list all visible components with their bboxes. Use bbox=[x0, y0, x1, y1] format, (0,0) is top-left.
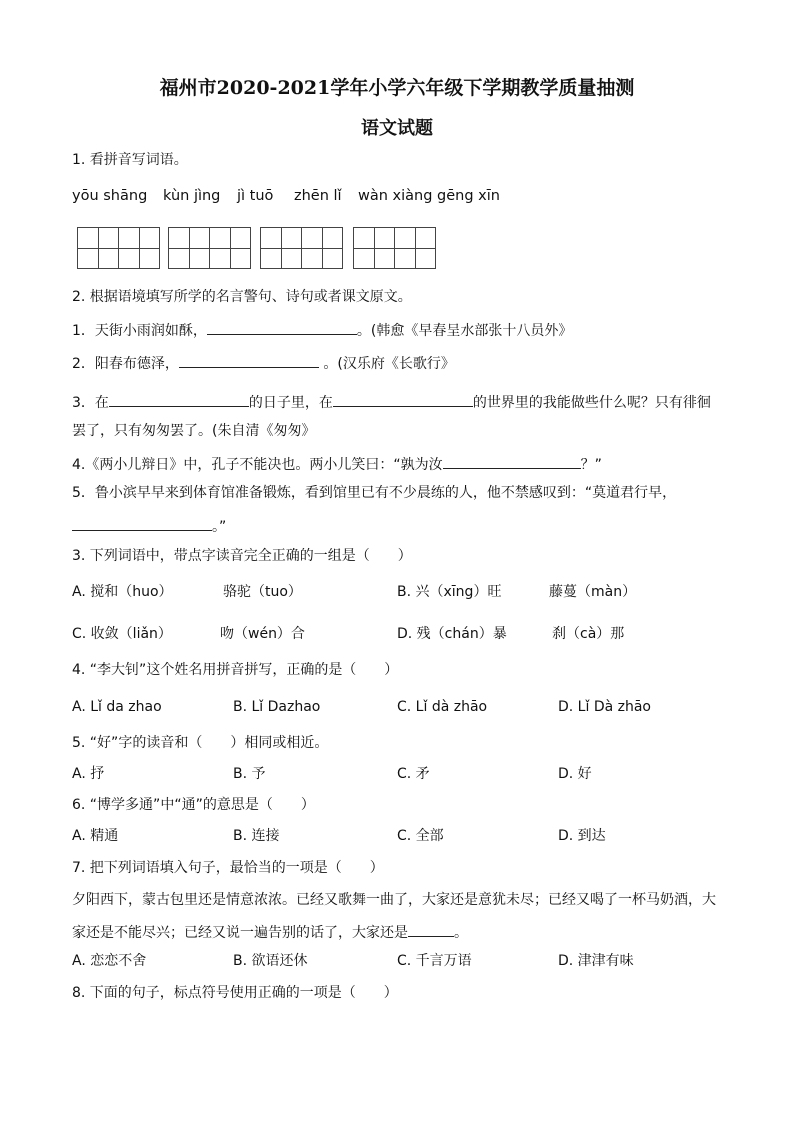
question-7-stem: 7. 把下列词语填入句子，最恰当的一项是（ ） bbox=[72, 860, 384, 876]
page-subtitle: 语文试题 bbox=[361, 118, 433, 139]
grid-cell[interactable] bbox=[301, 227, 343, 269]
sentence-text: 1．天街小雨润如酥， bbox=[72, 323, 207, 339]
option-d-word-2: 刹（cà）那 bbox=[552, 626, 625, 642]
option-d[interactable]: D. 到达 bbox=[558, 828, 606, 844]
question-7-passage-line-1: 夕阳西下，蒙古包里还是情意浓浓。已经又歌舞一曲了，大家还是意犹未尽；已经又喝了一杯马奶酒，大 bbox=[72, 892, 716, 908]
page-title: 福州市2020-2021学年小学六年级下学期教学质量抽测 bbox=[159, 77, 635, 99]
fill-sentence-4 bbox=[72, 454, 602, 473]
fill-sentence-3-cont: 罢了，只有匆匆罢了。(朱自清《匆匆》 bbox=[72, 423, 316, 439]
option-d[interactable]: D. 好 bbox=[558, 766, 592, 782]
question-7-passage-line-2 bbox=[72, 922, 468, 941]
option-a-word-2: 骆驼（tuo） bbox=[223, 584, 302, 600]
question-6-stem: 6. “博学多通”中“通”的意思是（ ） bbox=[72, 797, 315, 813]
option-d[interactable]: D. 津津有味 bbox=[558, 953, 634, 969]
pinyin-2: kùn jìng bbox=[163, 188, 221, 204]
grid-cell[interactable] bbox=[394, 227, 436, 269]
option-d[interactable]: D. Lǐ Dà zhāo bbox=[558, 699, 651, 715]
sentence-text: 。 bbox=[454, 925, 468, 941]
option-c[interactable]: C. 矛 bbox=[397, 766, 430, 782]
option-a[interactable]: A. Lǐ da zhao bbox=[72, 699, 162, 715]
option-a[interactable]: A. 恋恋不舍 bbox=[72, 953, 147, 969]
grid-cell[interactable] bbox=[168, 227, 210, 269]
pinyin-4: zhēn lǐ bbox=[294, 188, 342, 204]
grid-cell[interactable] bbox=[118, 227, 160, 269]
grid-cell[interactable] bbox=[209, 227, 251, 269]
sentence-text: 的日子里，在 bbox=[248, 395, 333, 411]
option-b[interactable]: B. 予 bbox=[233, 766, 266, 782]
question-2-stem: 2. 根据语境填写所学的名言警句、诗句或者课文原文。 bbox=[72, 289, 412, 305]
option-b[interactable]: B. 连接 bbox=[233, 828, 280, 844]
answer-blank[interactable] bbox=[408, 922, 454, 937]
answer-blank[interactable] bbox=[333, 392, 473, 407]
option-c[interactable]: C. 全部 bbox=[397, 828, 444, 844]
option-c-word-2: 吻（wén）合 bbox=[220, 626, 305, 642]
answer-blank[interactable] bbox=[109, 392, 249, 407]
question-5-stem: 5. “好”字的读音和（ ）相同或相近。 bbox=[72, 735, 329, 751]
pinyin-1: yōu shāng bbox=[72, 188, 148, 204]
writing-grid-3[interactable] bbox=[260, 227, 342, 269]
sentence-text: 。(韩愈《早春呈水部张十八员外》 bbox=[356, 323, 573, 339]
fill-sentence-5: 5．鲁小滨早早来到体育馆准备锻炼，看到馆里已有不少晨练的人，他不禁感叹到：“莫道君行早， bbox=[72, 485, 677, 501]
option-a[interactable]: A. 抒 bbox=[72, 766, 105, 782]
sentence-text: 。(汉乐府《长歌行》 bbox=[323, 356, 455, 372]
answer-blank[interactable] bbox=[179, 353, 319, 368]
writing-grid-2[interactable] bbox=[168, 227, 250, 269]
option-a[interactable]: A. 精通 bbox=[72, 828, 119, 844]
option-a[interactable]: A. 搅和（huo） bbox=[72, 584, 173, 600]
writing-grid-4[interactable] bbox=[353, 227, 435, 269]
answer-blank[interactable] bbox=[72, 516, 212, 531]
fill-sentence-1 bbox=[72, 320, 572, 339]
answer-blank[interactable] bbox=[443, 454, 581, 469]
option-b-word-2: 藤蔓（màn） bbox=[549, 584, 637, 600]
option-c[interactable]: C. 收敛（liǎn） bbox=[72, 626, 172, 642]
sentence-text: 。” bbox=[212, 519, 227, 535]
sentence-text: 3．在 bbox=[72, 395, 109, 411]
writing-grid-1[interactable] bbox=[77, 227, 159, 269]
question-3-stem: 3. 下列词语中，带点字读音完全正确的一组是（ ） bbox=[72, 548, 412, 564]
fill-sentence-5-cont bbox=[72, 516, 226, 535]
grid-cell[interactable] bbox=[77, 227, 119, 269]
fill-sentence-3 bbox=[72, 392, 711, 411]
pinyin-3: jì tuō bbox=[237, 188, 274, 204]
fill-sentence-2 bbox=[72, 353, 455, 372]
option-c[interactable]: C. Lǐ dà zhāo bbox=[397, 699, 488, 715]
sentence-text: ？” bbox=[580, 457, 602, 473]
grid-cell[interactable] bbox=[260, 227, 302, 269]
question-1-stem: 1. 看拼音写词语。 bbox=[72, 152, 188, 168]
option-b[interactable]: B. Lǐ Dazhao bbox=[233, 699, 321, 715]
question-8-stem: 8. 下面的句子，标点符号使用正确的一项是（ ） bbox=[72, 985, 398, 1001]
sentence-text: 的世界里的我能做些什么呢？只有徘徊 bbox=[472, 395, 711, 411]
option-b[interactable]: B. 欲语还休 bbox=[233, 953, 308, 969]
option-c[interactable]: C. 千言万语 bbox=[397, 953, 472, 969]
question-4-stem: 4. “李大钊”这个姓名用拼音拼写，正确的是（ ） bbox=[72, 662, 399, 678]
sentence-text: 4.《两小儿辩日》中，孔子不能决也。两小儿笑曰：“孰为汝 bbox=[72, 457, 443, 473]
option-b[interactable]: B. 兴（xīng）旺 bbox=[397, 584, 502, 600]
option-d[interactable]: D. 残（chán）暴 bbox=[397, 626, 507, 642]
pinyin-5: wàn xiàng gēng xīn bbox=[358, 188, 500, 204]
answer-blank[interactable] bbox=[207, 320, 357, 335]
grid-cell[interactable] bbox=[353, 227, 395, 269]
sentence-text: 2．阳春布德泽， bbox=[72, 356, 179, 372]
sentence-text: 家还是不能尽兴；已经又说一遍告别的话了，大家还是 bbox=[72, 925, 408, 941]
